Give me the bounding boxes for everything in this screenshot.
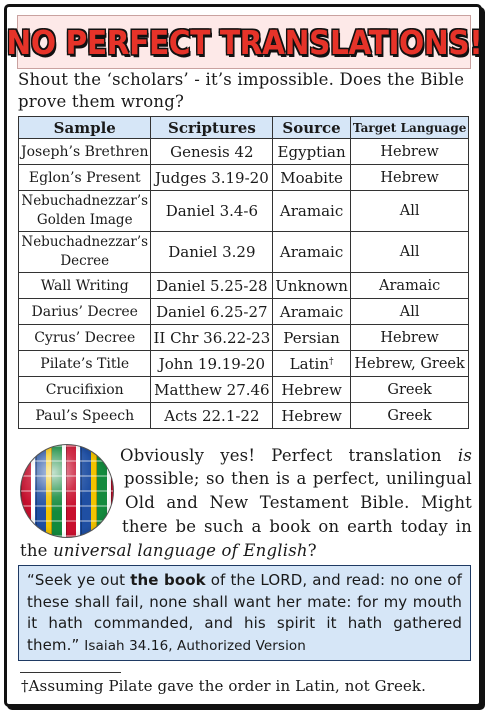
body-paragraph-line: Old and New Testament Bible. Might	[125, 493, 472, 512]
cell-sample: Nebuchadnezzar’s Golden Image	[19, 191, 151, 232]
scripture-quote-box	[18, 565, 471, 661]
column-header-target-language: Target Language	[350, 117, 468, 139]
quote-reference: Isaiah 34.16, Authorized Version	[84, 637, 306, 654]
cell-source: Persian	[273, 325, 351, 351]
table-row	[19, 273, 469, 299]
body-paragraph-line: there be such a book on earth today in	[122, 517, 472, 536]
cell-source: Hebrew	[273, 377, 351, 403]
paragraph-text: Obviously yes! Perfect translation	[120, 446, 442, 465]
quote-bold-text: the book	[130, 571, 206, 589]
cell-scriptures: Daniel 5.25-28	[151, 273, 273, 299]
cell-scriptures: Genesis 42	[151, 139, 273, 165]
body-paragraph-line	[120, 444, 472, 468]
flag-globe-icon	[20, 444, 114, 538]
cell-scriptures: Daniel 3.4-6	[151, 191, 273, 232]
column-header-sample: Sample	[19, 117, 151, 139]
cell-sample: Wall Writing	[19, 273, 151, 299]
cell-source: Aramaic	[273, 191, 351, 232]
cell-scriptures: Daniel 3.29	[151, 232, 273, 273]
cell-sample: Crucifixion	[19, 377, 151, 403]
cell-scriptures: Matthew 27.46	[151, 377, 273, 403]
cell-target: Hebrew	[350, 165, 468, 191]
cell-scriptures: II Chr 36.22-23	[151, 325, 273, 351]
column-header-scriptures: Scriptures	[151, 117, 273, 139]
dagger-footnote-mark: †	[329, 356, 334, 367]
table-row	[19, 377, 469, 403]
page-title: NO PERFECT TRANSLATIONS!	[6, 22, 482, 62]
table-row	[19, 299, 469, 325]
body-paragraph-line	[20, 539, 472, 563]
cell-scriptures: John 19.19-20	[151, 351, 273, 377]
cell-sample: Joseph’s Brethren	[19, 139, 151, 165]
cell-sample: Cyrus’ Decree	[19, 325, 151, 351]
cell-source: Aramaic	[273, 232, 351, 273]
cell-source	[273, 351, 351, 377]
cell-target: All	[350, 299, 468, 325]
cell-source: Unknown	[273, 273, 351, 299]
cell-scriptures: Daniel 6.25-27	[151, 299, 273, 325]
cell-source: Egyptian	[273, 139, 351, 165]
cell-sample: Pilate’s Title	[19, 351, 151, 377]
table-row	[19, 403, 469, 429]
cell-target: Aramaic	[350, 273, 468, 299]
cell-target: Hebrew	[350, 139, 468, 165]
column-header-source: Source	[273, 117, 351, 139]
cell-sample: Eglon’s Present	[19, 165, 151, 191]
table-row	[19, 325, 469, 351]
table-header-row	[19, 117, 469, 139]
cell-source: Hebrew	[273, 403, 351, 429]
poster-card	[4, 4, 482, 707]
quote-text: “Seek ye out	[27, 571, 126, 589]
table-row	[19, 165, 469, 191]
footnote-divider	[20, 672, 121, 673]
cell-target: Greek	[350, 377, 468, 403]
cell-target: Greek	[350, 403, 468, 429]
footnote: †Assuming Pilate gave the order in Latin, not Greek.	[21, 677, 426, 695]
table-row	[19, 139, 469, 165]
table-row	[19, 191, 469, 232]
paragraph-emphasis: is	[457, 446, 472, 465]
quote-text: of the LORD, and read: no one of these shall fail, none shall want her mate: for my mouth it hath commanded, and his spirit it hath gathered them.”	[27, 571, 462, 654]
paragraph-text: the	[20, 541, 48, 560]
cell-source-text: Latin	[289, 354, 330, 373]
cell-sample: Darius’ Decree	[19, 299, 151, 325]
title-banner	[6, 15, 482, 69]
cell-sample: Nebuchadnezzar’s Decree	[19, 232, 151, 273]
paragraph-text: ?	[307, 541, 317, 560]
intro-text: Shout the ‘scholars’ - it’s impossible. Does the Bible prove them wrong?	[18, 70, 465, 111]
cell-target: All	[350, 232, 468, 273]
paragraph-emphasis: universal language of English	[53, 541, 308, 560]
cell-scriptures: Acts 22.1-22	[151, 403, 273, 429]
cell-target: Hebrew, Greek	[350, 351, 468, 377]
cell-target: All	[350, 191, 468, 232]
table-row	[19, 232, 469, 273]
cell-source: Moabite	[273, 165, 351, 191]
body-paragraph-line: possible; so then is a perfect, unilingual	[124, 469, 472, 488]
cell-sample: Paul’s Speech	[19, 403, 151, 429]
cell-source: Aramaic	[273, 299, 351, 325]
cell-scriptures: Judges 3.19-20	[151, 165, 273, 191]
translation-samples-table	[18, 116, 469, 429]
table-row	[19, 351, 469, 377]
cell-target: Hebrew	[350, 325, 468, 351]
